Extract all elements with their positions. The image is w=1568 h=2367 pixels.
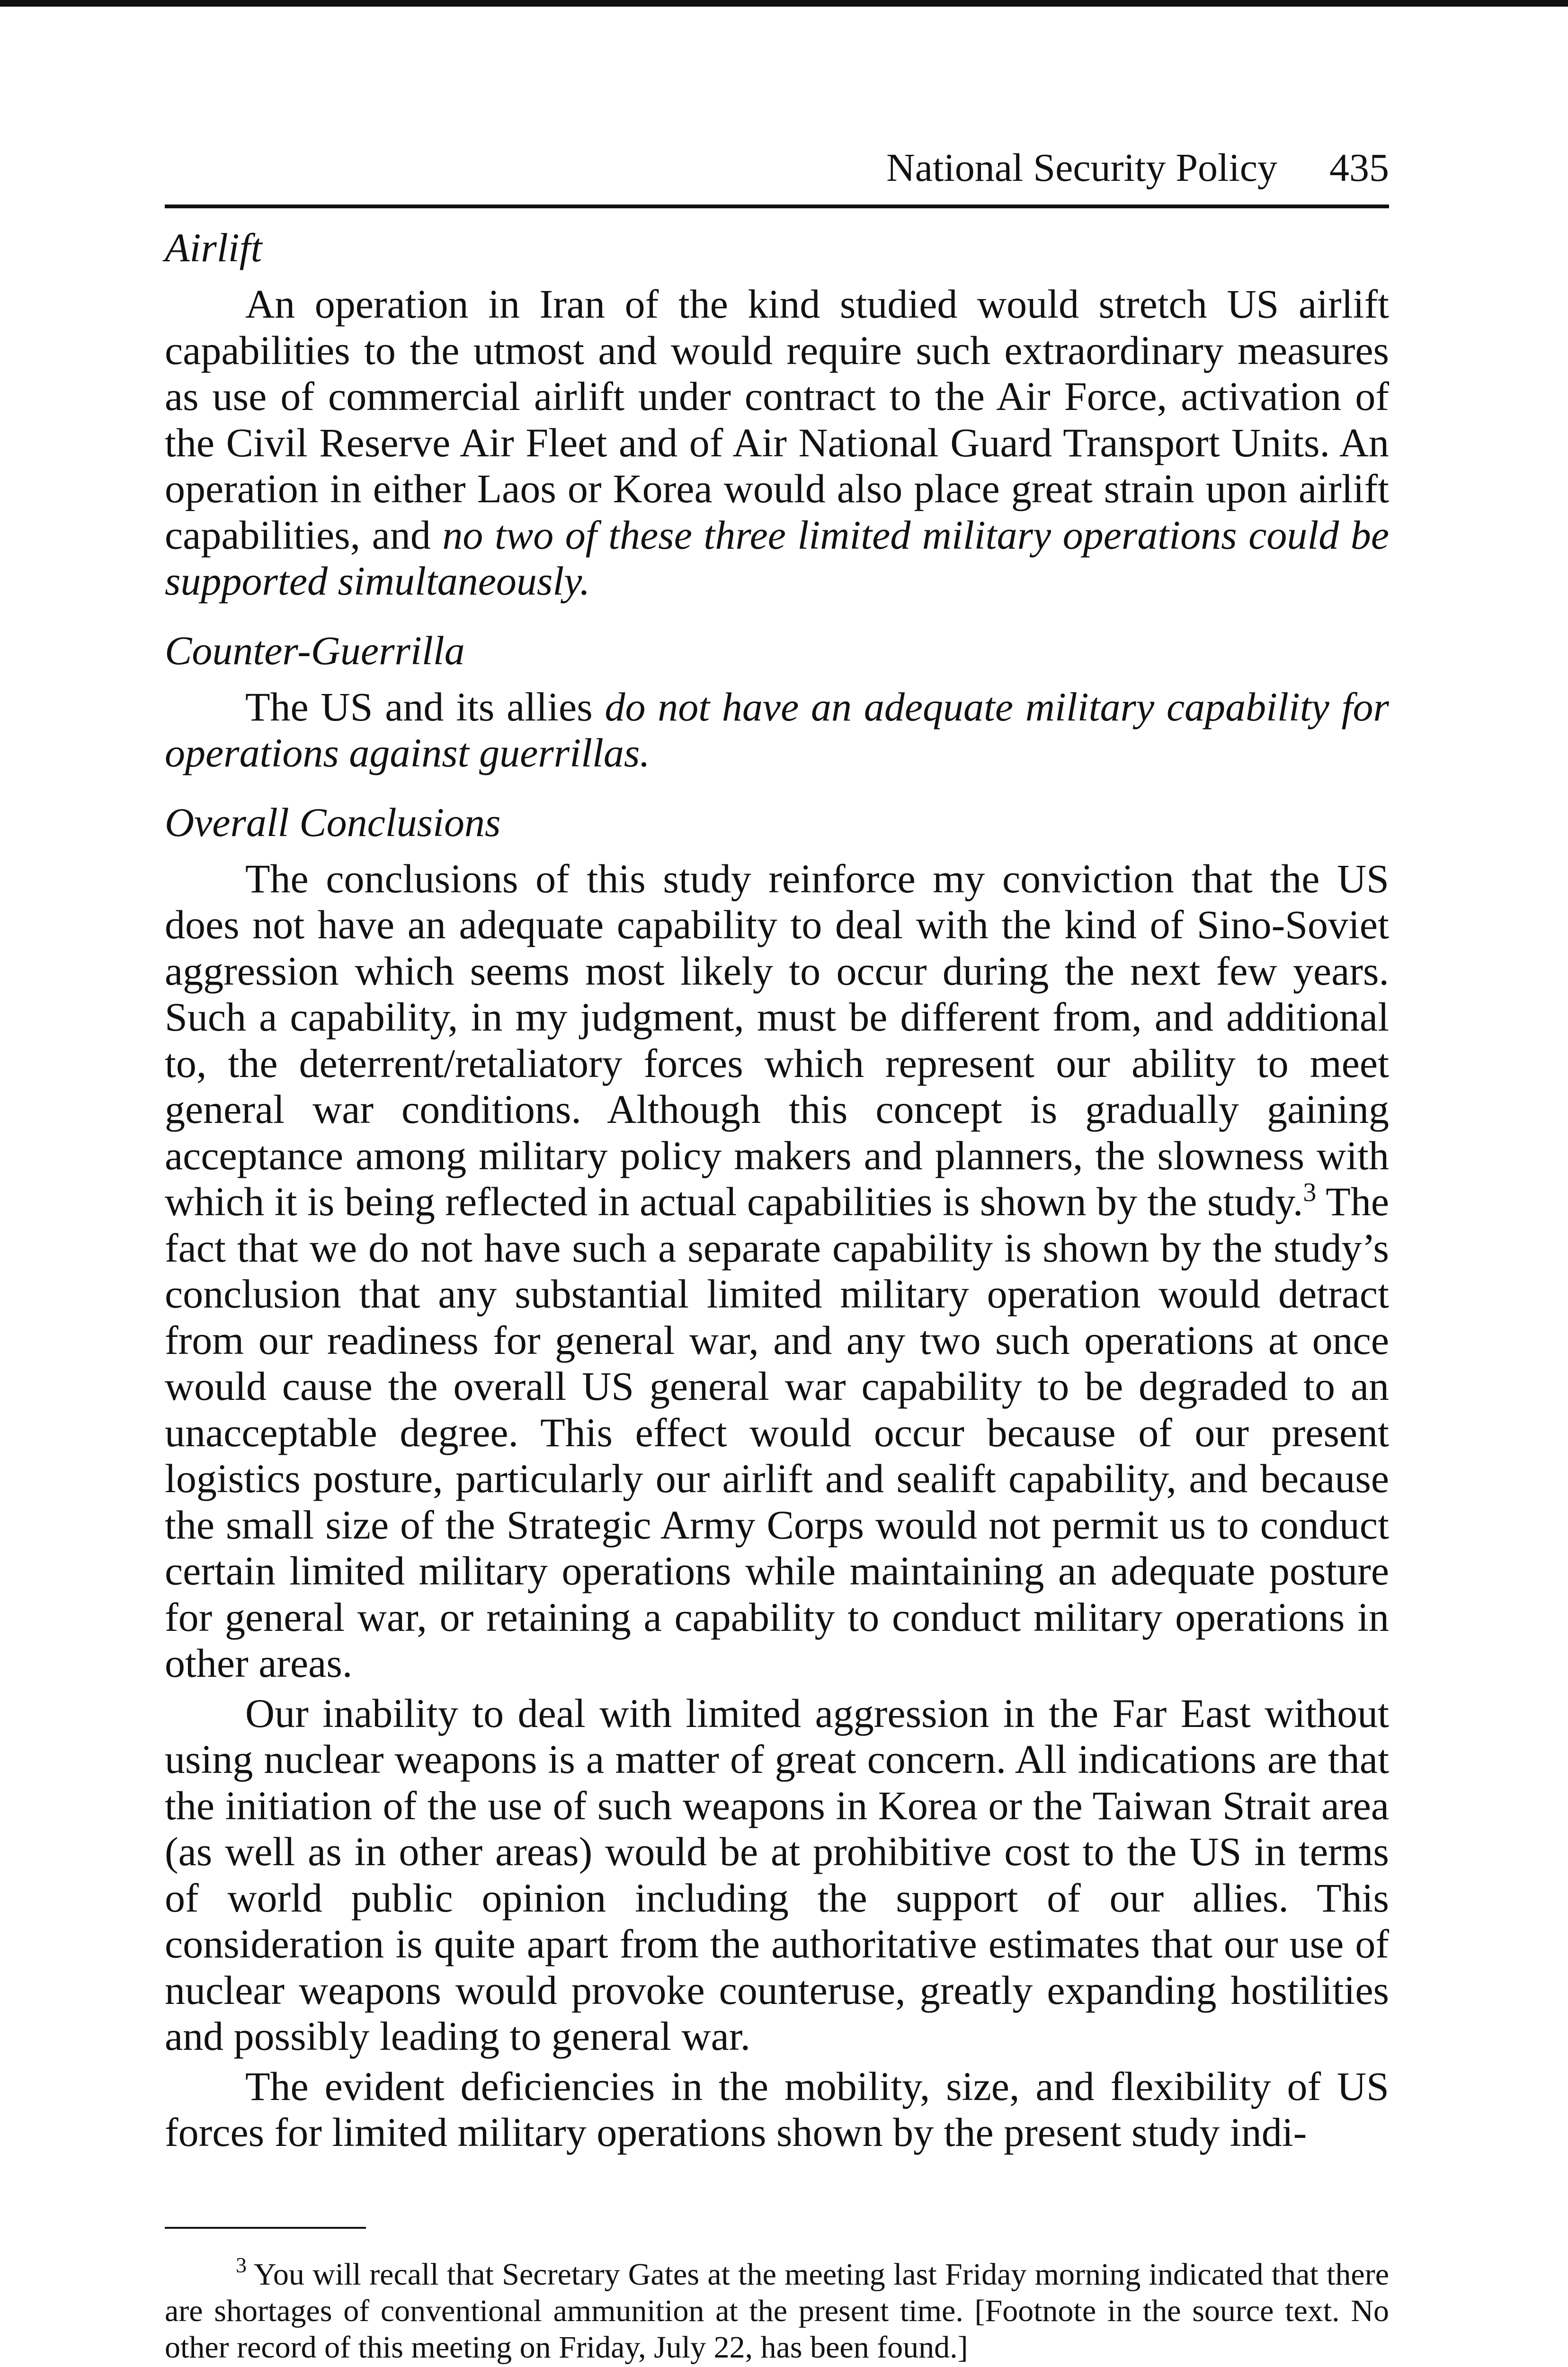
- page-number: 435: [1329, 146, 1389, 190]
- paragraph-counter-guerrilla-emphasis: do not have an adequate military capability for operations against guerrillas.: [165, 684, 1389, 775]
- footnote-divider: [165, 2227, 366, 2229]
- paragraph-airlift: [165, 281, 1389, 605]
- document-page: [165, 142, 1389, 2366]
- top-edge-rule: [0, 0, 1568, 7]
- heading-counter-guerrilla: Counter-Guerrilla: [165, 627, 465, 673]
- heading-airlift: Airlift: [165, 225, 262, 270]
- paragraph-counter-guerrilla-text: The US and its allies: [245, 684, 605, 730]
- paragraph-counter-guerrilla: [165, 684, 1389, 776]
- footnote-marker: 3: [236, 2252, 247, 2277]
- paragraph-overall-2: Our inability to deal with limited aggression in the Far East without using nuclear weapons is a matter of great concern. All indications are that the initiation of the use of such weapons in Korea or the Taiwan Strait area (as well as in other areas) would be at prohibitive cost to the US in terms of world public opinion including the support of our allies. This consideration is quite apart from the authoritative estimates that our use of nuclear weapons would provoke counteruse, greatly expanding hostilities and possibly leading to general war.: [165, 1690, 1389, 2059]
- running-header: [165, 142, 1389, 208]
- heading-overall-conclusions: Overall Conclusions: [165, 799, 501, 845]
- paragraph-overall-1: [165, 856, 1389, 1687]
- paragraph-overall-3: The evident deficiencies in the mobility, size, and flexibility of US forces for limited military operations shown by the present study indi-: [165, 2063, 1389, 2155]
- footnote-text: You will recall that Secretary Gates at the meeting last Friday morning indicated that there are shortages of conventional ammunition at the present time. [Footnote in the source text. No other record of this meeting on Friday, July 22, has been found.]: [165, 2257, 1389, 2365]
- running-title: National Security Policy: [886, 146, 1277, 190]
- paragraph-overall-1-text-a: The conclusions of this study reinforce my conviction that the US does not have an adequate capability to deal with the kind of Sino-Soviet aggression which seems most likely to occur during the next few years. Such a capability, in my judgment, must be different from, and additional to, the deterrent/retaliatory forces which represent our ability to meet general war conditions. Although this concept is gradually gaining acceptance among military policy makers and planners, the slowness with which it is being reflected in actual capabilities is shown by the study.: [165, 855, 1389, 1224]
- footnote-reference: 3: [1303, 1178, 1317, 1207]
- paragraph-airlift-text: An operation in Iran of the kind studied would stretch US airlift capabilities to the utmost and would require such extraordinary measures as use of commercial airlift under contract to the Air Force, activation of the Civil Reserve Air Fleet and of Air National Guard Transport Units. An operation in either Laos or Korea would also place great strain upon airlift capabilities, and: [165, 281, 1389, 558]
- footnote: [165, 2252, 1389, 2366]
- paragraph-overall-1-text-b: The fact that we do not have such a separate capability is shown by the study’s conclusion that any substantial limited military operation would detract from our readiness for general war, and any two such operations at once would cause the overall US general war capability to be degraded to an unacceptable degree. This effect would occur because of our present logistics posture, particularly our airlift and sealift capability, and because the small size of the Strategic Army Corps would not permit us to conduct certain limited military operations while maintaining an adequate posture for general war, or retaining a capability to conduct military operations in other areas.: [165, 1179, 1389, 1686]
- paragraph-airlift-emphasis: no two of these three limited military operations could be supported simultaneously.: [165, 512, 1389, 604]
